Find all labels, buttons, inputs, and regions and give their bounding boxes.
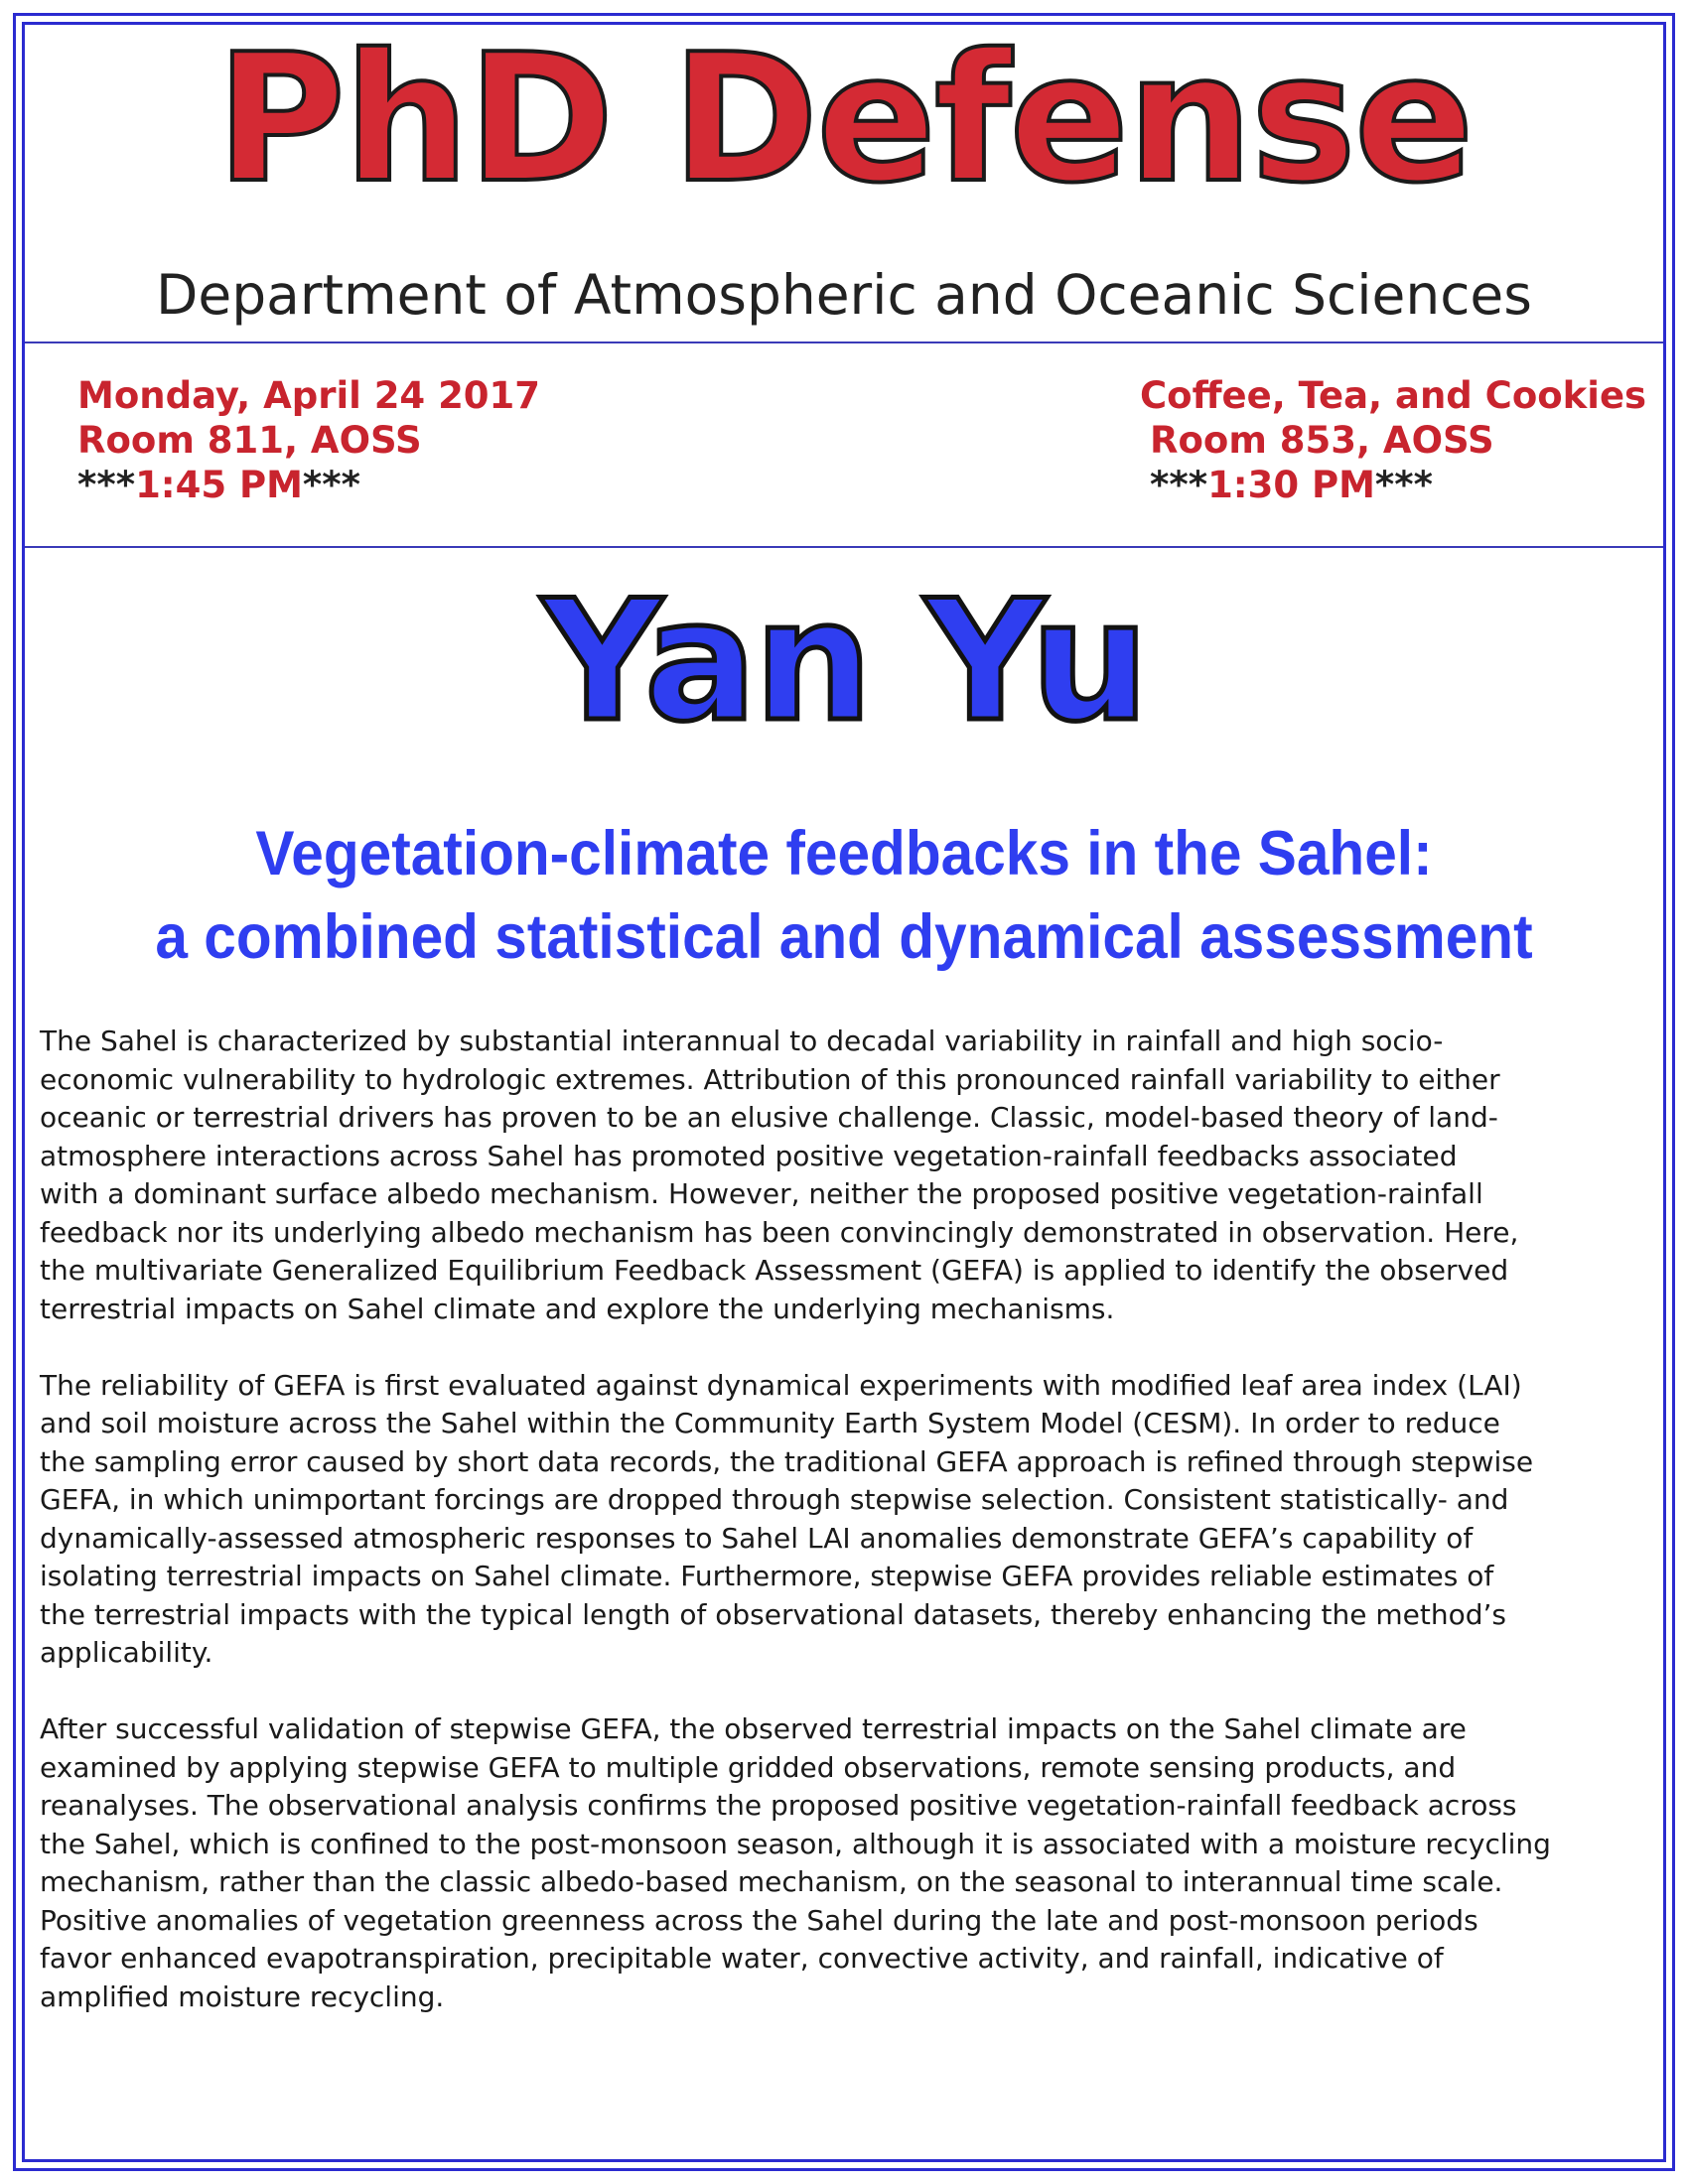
event-details	[77, 373, 540, 507]
event-time-suffix: ***	[302, 464, 360, 506]
abstract	[40, 1023, 1668, 2055]
abstract-paragraph-3: After successful validation of stepwise GEFA, the observed terrestrial impacts on the Sahel climate are examined by applying stepwise GEFA to multiple gridded observations, remote sensing products, and reanalyses. The observational analysis confirms the proposed positive vegetation-rainfall feedback across the Sahel, which is confined to the post-monsoon season, although it is associated with a moisture recycling mechanism, rather than the classic albedo-based mechanism, on the seasonal to interannual time scale. Positive anomalies of vegetation greenness across the Sahel during the late and post-monsoon periods favor enhanced evapotranspiration, precipitable water, convective activity, and rainfall, indicative of amplified moisture recycling.	[40, 1712, 1551, 2013]
abstract-paragraph-2: The reliability of GEFA is first evaluated against dynamical experiments with modified leaf area index (LAI) and soil moisture across the Sahel within the Community Earth System Model (CESM). In order to reduce the sampling error caused by short data records, the traditional GEFA approach is refined through stepwise GEFA, in which unimportant forcings are dropped through stepwise selection. Consistent statistically- and dynamically-assessed atmospheric responses to Sahel LAI anomalies demonstrate GEFA’s capability of isolating terrestrial impacts on Sahel climate. Furthermore, stepwise GEFA provides reliable estimates of the terrestrial impacts with the typical length of observational datasets, thereby enhancing the method’s applicability.	[40, 1368, 1534, 1669]
reception-time-prefix: ***	[1150, 464, 1208, 506]
thesis-title-line-2: a combined statistical and dynamical assessment	[155, 902, 1533, 972]
reception-time-suffix: ***	[1374, 464, 1433, 506]
divider-top	[25, 341, 1663, 343]
abstract-paragraph-1: The Sahel is characterized by substantial interannual to decadal variability in rainfall and high socio- economic vulnerability to hydrologic extremes. Attribution of this pronounced rainfall variability to either oceanic or terrestrial drivers has proven to be an elusive challenge. Classic, model-based theory of land- atmosphere interactions across Sahel has promoted positive vegetation-rainfall feedbacks associated with a dominant surface albedo mechanism. However, neither the proposed positive vegetation-rainfall feedback nor its underlying albedo mechanism has been convincingly demonstrated in observation. Here, the multivariate Generalized Equilibrium Feedback Assessment (GEFA) is applied to identify the observed terrestrial impacts on Sahel climate and explore the underlying mechanisms.	[40, 1024, 1519, 1325]
reception-room: Room 853, AOSS	[1150, 419, 1494, 462]
event-room: Room 811, AOSS	[77, 419, 422, 462]
event-time-line	[77, 463, 540, 507]
reception-details	[1140, 373, 1646, 507]
poster-title: PhD Defense	[215, 16, 1473, 221]
department-name: Department of Atmospheric and Oceanic Sciences	[156, 263, 1532, 327]
reception-title: Coffee, Tea, and Cookies	[1140, 374, 1647, 417]
thesis-title-line-1: Vegetation-climate feedbacks in the Sahel:	[255, 819, 1433, 888]
reception-time: 1:30 PM	[1207, 464, 1375, 506]
event-date: Monday, April 24 2017	[77, 374, 541, 417]
candidate-name: Yan Yu	[541, 564, 1147, 758]
thesis-title	[60, 812, 1629, 979]
event-time-prefix: ***	[77, 464, 136, 506]
divider-bottom	[25, 546, 1663, 548]
event-time: 1:45 PM	[135, 464, 303, 506]
reception-time-line	[1140, 463, 1646, 507]
